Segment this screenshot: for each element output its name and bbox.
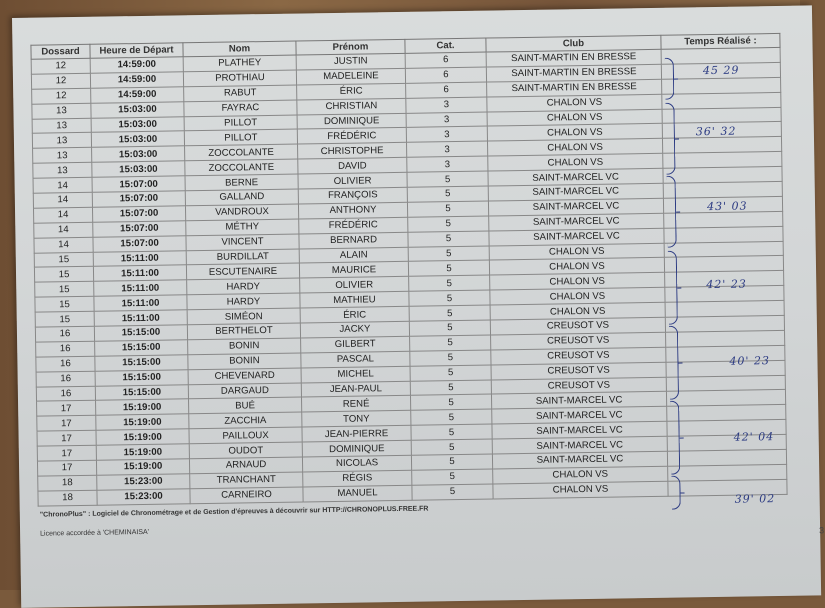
cell-dossard: 13	[33, 162, 92, 178]
cell-heure: 15:07:00	[93, 221, 186, 237]
header-heure: Heure de Départ	[90, 43, 183, 58]
handwritten-brace	[670, 401, 680, 475]
cell-heure: 15:03:00	[91, 101, 184, 117]
cell-nom: PILLOT	[184, 115, 297, 132]
footer-software-credit: "ChronoPlus" : Logiciel de Chronométrage et de Gestion d'épreuves à découvrir sur HTTP://CHRONOPLUS.FREE.FR	[39, 505, 429, 519]
cell-prenom: GILBERT	[301, 336, 410, 353]
cell-cat: 5	[410, 335, 491, 351]
cell-heure: 15:03:00	[91, 131, 184, 147]
handwritten-time: 36' 32	[695, 124, 737, 139]
cell-dossard: 14	[34, 237, 93, 253]
cell-nom: ESCUTENAIRE	[186, 263, 299, 280]
cell-heure: 15:11:00	[93, 250, 186, 266]
cell-nom: CARNEIRO	[190, 487, 303, 504]
cell-prenom: JEAN-PIERRE	[302, 426, 411, 443]
cell-club: CHALON VS	[490, 302, 665, 320]
cell-prenom: MANUEL	[303, 485, 412, 502]
header-club: Club	[486, 35, 661, 52]
cell-club: CHALON VS	[487, 109, 662, 127]
cell-nom: VANDROUX	[185, 204, 298, 221]
cell-dossard: 14	[33, 177, 92, 193]
cell-cat: 5	[409, 305, 490, 321]
cell-nom: TRANCHANT	[190, 472, 303, 489]
cell-club: SAINT-MARTIN EN BRESSE	[487, 79, 662, 97]
cell-dossard: 14	[34, 222, 93, 238]
cell-heure: 15:19:00	[96, 459, 189, 475]
cell-nom: RABUT	[184, 85, 297, 102]
cell-dossard: 15	[35, 311, 94, 327]
cell-cat: 5	[408, 231, 489, 247]
header-prenom: Prénom	[296, 39, 405, 55]
cell-club: CHALON VS	[493, 481, 668, 499]
cell-dossard: 17	[37, 430, 96, 446]
cell-cat: 5	[408, 246, 489, 262]
cell-dossard: 17	[37, 445, 96, 461]
cell-nom: PILLOT	[184, 129, 297, 146]
cell-heure: 14:59:00	[91, 87, 184, 103]
cell-dossard: 14	[33, 207, 92, 223]
cell-nom: PAILLOUX	[189, 427, 302, 444]
cell-cat: 5	[410, 365, 491, 381]
cell-cat: 5	[407, 186, 488, 202]
cell-cat: 5	[410, 394, 491, 410]
cell-heure: 15:07:00	[92, 176, 185, 192]
cell-prenom: FRÉDÉRIC	[297, 128, 406, 145]
cell-heure: 15:07:00	[92, 191, 185, 207]
cell-nom: ZOCCOLANTE	[185, 159, 298, 176]
cell-dossard: 18	[38, 475, 97, 491]
cell-club: CHALON VS	[489, 243, 664, 261]
cell-heure: 15:11:00	[94, 280, 187, 296]
cell-dossard: 12	[32, 88, 91, 104]
cell-cat: 5	[407, 201, 488, 217]
handwritten-time: 40' 23	[729, 354, 771, 368]
cell-cat: 3	[406, 127, 487, 143]
cell-nom: GALLAND	[185, 189, 298, 206]
cell-club: SAINT-MARCEL VC	[491, 392, 666, 410]
cell-heure: 15:11:00	[94, 310, 187, 326]
cell-club: SAINT-MARCEL VC	[492, 422, 667, 440]
cell-heure: 15:19:00	[96, 399, 189, 415]
cell-club: CHALON VS	[487, 139, 662, 157]
handwritten-time: 42' 23	[706, 277, 747, 292]
cell-heure: 14:59:00	[90, 72, 183, 88]
cell-dossard: 15	[34, 267, 93, 283]
cell-dossard: 13	[32, 133, 91, 149]
header-dossard: Dossard	[31, 44, 90, 59]
cell-prenom: FRÉDÉRIC	[299, 217, 408, 234]
cell-prenom: ÉRIC	[297, 83, 406, 100]
cell-dossard: 15	[34, 252, 93, 268]
cell-cat: 5	[411, 424, 492, 440]
cell-prenom: ALAIN	[299, 247, 408, 264]
cell-club: CHALON VS	[488, 154, 663, 172]
cell-heure: 15:15:00	[95, 384, 188, 400]
cell-heure: 15:03:00	[91, 116, 184, 132]
cell-cat: 3	[407, 156, 488, 172]
handwritten-brace	[667, 176, 677, 248]
cell-dossard: 13	[32, 103, 91, 119]
cell-dossard: 13	[33, 148, 92, 164]
cell-heure: 15:19:00	[96, 414, 189, 430]
cell-dossard: 16	[36, 341, 95, 357]
cell-prenom: MADELEINE	[296, 68, 405, 85]
cell-heure: 15:15:00	[95, 369, 188, 385]
cell-prenom: JUSTIN	[296, 53, 405, 70]
cell-nom: BERNE	[185, 174, 298, 191]
cell-cat: 5	[410, 350, 491, 366]
handwritten-brace	[665, 58, 675, 100]
cell-club: CHALON VS	[487, 124, 662, 142]
cell-prenom: JACKY	[300, 321, 409, 338]
cell-dossard: 16	[36, 356, 95, 372]
cell-nom: DARGAUD	[188, 383, 301, 400]
cell-nom: ARNAUD	[189, 457, 302, 474]
cell-nom: SIMÉON	[187, 308, 300, 325]
cell-cat: 3	[406, 112, 487, 128]
cell-nom: HARDY	[187, 293, 300, 310]
cell-club: SAINT-MARTIN EN BRESSE	[486, 64, 661, 82]
cell-cat: 5	[409, 290, 490, 306]
cell-prenom: RÉGIS	[303, 470, 412, 487]
cell-club: CREUSOT VS	[490, 317, 665, 335]
cell-cat: 3	[406, 97, 487, 113]
cell-nom: BUÉ	[189, 397, 302, 414]
cell-prenom: DOMINIQUE	[297, 113, 406, 130]
cell-dossard: 17	[37, 401, 96, 417]
cell-prenom: JEAN-PAUL	[301, 381, 410, 398]
footer-licence: Licence accordée à 'CHEMINAISA'	[40, 528, 150, 538]
cell-prenom: ANTHONY	[298, 202, 407, 219]
cell-club: SAINT-MARCEL VC	[492, 407, 667, 425]
cell-heure: 15:11:00	[93, 265, 186, 281]
cell-heure: 14:59:00	[90, 57, 183, 73]
results-sheet	[12, 5, 825, 607]
cell-cat: 6	[406, 82, 487, 98]
cell-prenom: NICOLAS	[302, 455, 411, 472]
cell-cat: 5	[409, 275, 490, 291]
cell-club: CHALON VS	[490, 273, 665, 291]
cell-dossard: 16	[36, 371, 95, 387]
cell-club: SAINT-MARCEL VC	[489, 228, 664, 246]
cell-dossard: 12	[31, 58, 90, 74]
cell-heure: 15:03:00	[92, 146, 185, 162]
cell-heure: 15:23:00	[97, 474, 190, 490]
cell-club: CREUSOT VS	[491, 347, 666, 365]
cell-heure: 15:23:00	[97, 489, 190, 505]
cell-nom: CHEVENARD	[188, 368, 301, 385]
cell-nom: ZACCHIA	[189, 412, 302, 429]
cell-prenom: ÉRIC	[300, 306, 409, 323]
cell-cat: 5	[411, 409, 492, 425]
handwritten-brace	[668, 251, 678, 325]
cell-club: CREUSOT VS	[491, 377, 666, 395]
cell-cat: 5	[412, 484, 493, 500]
cell-club: SAINT-MARCEL VC	[489, 213, 664, 231]
cell-prenom: TONY	[302, 411, 411, 428]
header-temps: Temps Réalisé :	[661, 33, 780, 49]
cell-club: CREUSOT VS	[491, 332, 666, 350]
cell-cat: 6	[405, 52, 486, 68]
cell-cat: 3	[407, 141, 488, 157]
cell-nom: OUDOT	[189, 442, 302, 459]
handwritten-brace	[671, 476, 681, 510]
cell-dossard: 15	[35, 296, 94, 312]
handwritten-brace	[669, 326, 679, 400]
cell-club: CHALON VS	[489, 258, 664, 276]
cell-dossard: 15	[35, 282, 94, 298]
cell-club: SAINT-MARCEL VC	[488, 183, 663, 201]
cell-prenom: OLIVIER	[300, 277, 409, 294]
cell-cat: 5	[412, 469, 493, 485]
page-number: 3	[819, 525, 825, 536]
cell-dossard: 17	[37, 416, 96, 432]
cell-prenom: PASCAL	[301, 351, 410, 368]
cell-dossard: 16	[36, 386, 95, 402]
cell-cat: 5	[410, 380, 491, 396]
cell-club: CHALON VS	[487, 94, 662, 112]
cell-heure: 15:15:00	[95, 340, 188, 356]
cell-club: CHALON VS	[493, 466, 668, 484]
cell-prenom: OLIVIER	[298, 172, 407, 189]
cell-prenom: MATHIEU	[300, 292, 409, 309]
cell-nom: PLATHEY	[183, 55, 296, 72]
cell-club: SAINT-MARCEL VC	[488, 168, 663, 186]
cell-club: CHALON VS	[490, 288, 665, 306]
cell-prenom: MAURICE	[299, 262, 408, 279]
cell-heure: 15:15:00	[95, 355, 188, 371]
cell-club: SAINT-MARTIN EN BRESSE	[486, 49, 661, 67]
cell-heure: 15:07:00	[93, 235, 186, 251]
cell-prenom: MICHEL	[301, 366, 410, 383]
cell-dossard: 18	[38, 490, 97, 506]
cell-cat: 5	[407, 171, 488, 187]
cell-dossard: 12	[31, 73, 90, 89]
cell-heure: 15:19:00	[96, 444, 189, 460]
cell-club: SAINT-MARCEL VC	[492, 436, 667, 454]
header-cat: Cat.	[405, 38, 486, 53]
handwritten-time: 39' 02	[734, 492, 776, 506]
cell-nom: FAYRAC	[184, 100, 297, 117]
cell-nom: PROTHIAU	[183, 70, 296, 87]
cell-nom: BONIN	[188, 338, 301, 355]
cell-nom: BERTHELOT	[187, 323, 300, 340]
cell-cat: 5	[409, 320, 490, 336]
handwritten-time: 42' 04	[733, 430, 775, 444]
cell-cat: 5	[408, 216, 489, 232]
cell-dossard: 14	[33, 192, 92, 208]
cell-club: SAINT-MARCEL VC	[492, 451, 667, 469]
cell-cat: 5	[411, 439, 492, 455]
header-nom: Nom	[183, 41, 296, 57]
cell-prenom: CHRISTIAN	[297, 98, 406, 115]
cell-heure: 15:07:00	[92, 206, 185, 222]
handwritten-brace	[665, 103, 675, 175]
cell-nom: VINCENT	[186, 234, 299, 251]
cell-heure: 15:15:00	[94, 325, 187, 341]
cell-club: SAINT-MARCEL VC	[488, 198, 663, 216]
handwritten-time: 43' 03	[706, 199, 748, 214]
cell-nom: MÉTHY	[186, 219, 299, 236]
cell-cat: 6	[405, 67, 486, 83]
cell-heure: 15:11:00	[94, 295, 187, 311]
cell-prenom: BERNARD	[299, 232, 408, 249]
cell-dossard: 17	[37, 460, 96, 476]
cell-prenom: CHRISTOPHE	[298, 143, 407, 160]
cell-prenom: FRANÇOIS	[298, 187, 407, 204]
cell-nom: HARDY	[187, 278, 300, 295]
cell-nom: BURDILLAT	[186, 249, 299, 266]
cell-nom: BONIN	[188, 353, 301, 370]
cell-nom: ZOCCOLANTE	[185, 144, 298, 161]
cell-dossard: 13	[32, 118, 91, 134]
cell-cat: 5	[408, 261, 489, 277]
cell-dossard: 16	[35, 326, 94, 342]
cell-prenom: DOMINIQUE	[302, 440, 411, 457]
cell-heure: 15:03:00	[92, 161, 185, 177]
cell-prenom: DAVID	[298, 158, 407, 175]
cell-club: CREUSOT VS	[491, 362, 666, 380]
cell-heure: 15:19:00	[96, 429, 189, 445]
handwritten-time: 45 29	[702, 63, 740, 78]
cell-cat: 5	[411, 454, 492, 470]
cell-prenom: RENÉ	[301, 396, 410, 413]
